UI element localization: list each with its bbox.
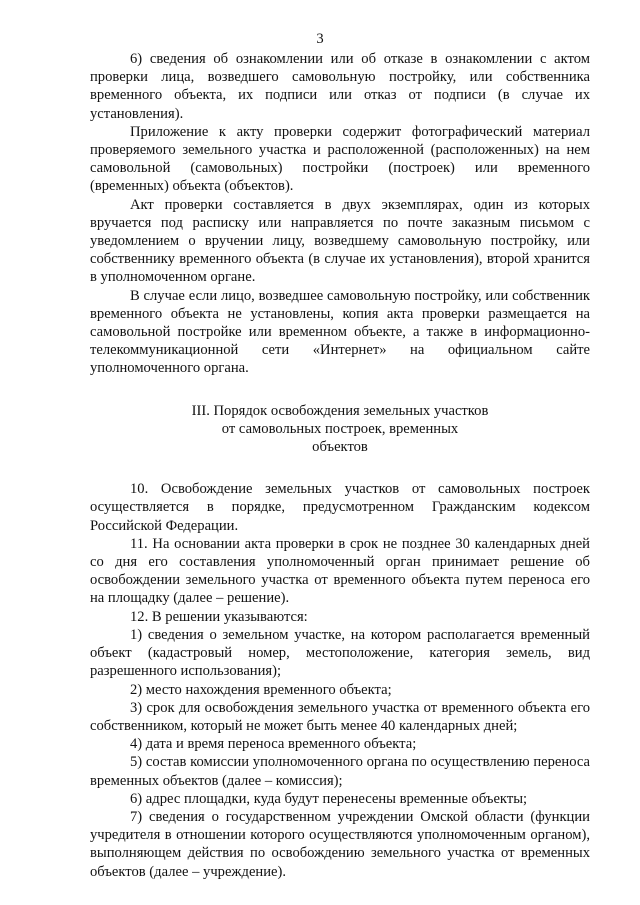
paragraph-11: 11. На основании акта проверки в срок не позднее 30 календарных дней со дня его составления уполномоченный орган принимает решение об освобождении земельного участка от временного объекта путем переноса его на площадку (далее – решение). (90, 535, 590, 607)
list-item-6: 6) адрес площадки, куда будут перенесены временные объекты; (130, 790, 528, 807)
list-item-1: 1) сведения о земельном участке, на котором располагается временный объект (кадастровый номер, местоположение, категория земель, вид разрешенного использования); (90, 626, 590, 680)
document-body (90, 50, 590, 881)
section-heading-line-2: от самовольных построек, временных (221, 420, 459, 437)
paragraph-10: 10. Освобождение земельных участков от самовольных построек осуществляется в порядке, предусмотренном Гражданским кодексом Российской Федерации. (90, 481, 590, 534)
list-item-4: 4) дата и время переноса временного объекта; (130, 736, 417, 753)
paragraph-appendix: Приложение к акту проверки содержит фотографический материал проверяемого земельного участка и расположенной (расположенных) на нем самовольной (самовольных) постройки (построек) или временного (временных) объекта (объектов). (90, 123, 590, 195)
paragraph-6-ack: 6) сведения об ознакомлении или об отказе в ознакомлении с актом проверки лица, возведшего самовольную постройку, или собственника временного объекта, их подписи или отказ от подписи (в случае их установления). (90, 51, 590, 122)
section-heading-line-3: объектов (312, 439, 368, 456)
paragraph-12: 12. В решении указываются: (130, 608, 308, 625)
page-number: 3 (316, 31, 324, 47)
list-item-2: 2) место нахождения временного объекта; (130, 681, 392, 698)
list-item-7: 7) сведения о государственном учреждении Омской области (функции учредителя в отношении которого осуществляются уполномоченным органом), выполняющем действия по освобождению земельного участка от временных объектов (далее – учреждение). (90, 808, 590, 880)
list-item-3: 3) срок для освобождения земельного участка от временного объекта его собственником, который не может быть менее 40 календарных дней; (90, 699, 590, 734)
paragraph-copies: Акт проверки составляется в двух экземплярах, один из которых вручается под расписку или направляется по почте заказным письмом с уведомлением о вручении лицу, возведшему самовольную постройку, или собственнику временного объекта (в случае их установления), второй хранится в уполномоченном органе. (90, 196, 590, 286)
section-heading-line-1: III. Порядок освобождения земельных участков (191, 402, 489, 419)
list-item-5: 5) состав комиссии уполномоченного органа по осуществлению переноса временных объектов (далее – комиссия); (90, 754, 590, 789)
section-heading (90, 402, 590, 457)
paragraph-unknown-owner: В случае если лицо, возведшее самовольную постройку, или собственник временного объекта не установлены, копия акта проверки размещается на самовольной постройке или временном объекте, а также в информационно-телекоммуникационной сети «Интернет» на официальном сайте уполномоченного органа. (90, 287, 590, 377)
